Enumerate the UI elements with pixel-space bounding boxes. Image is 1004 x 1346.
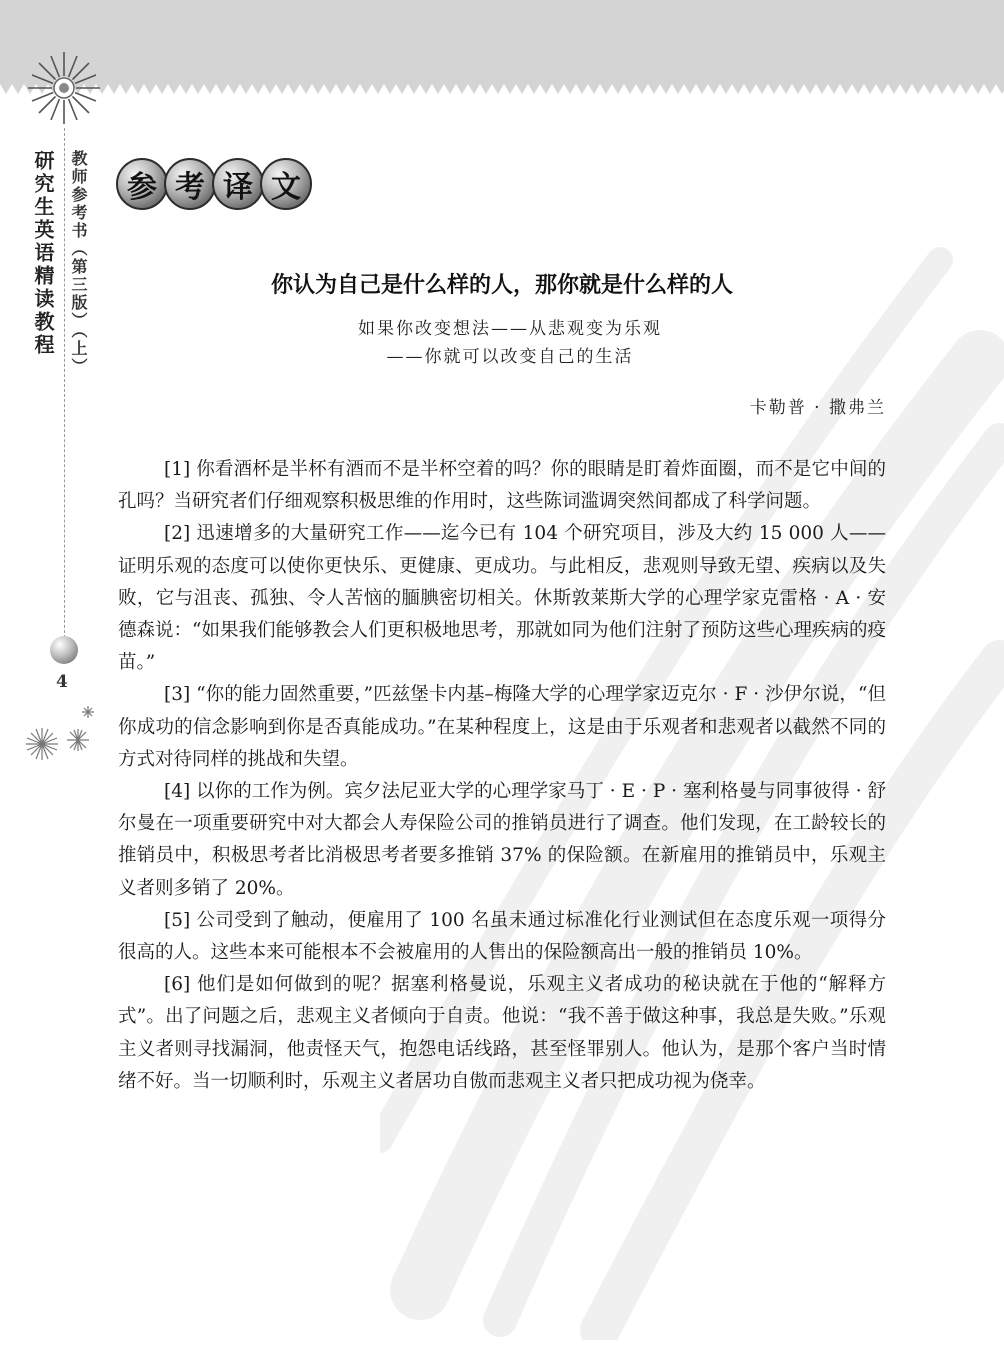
paragraph: [3] “你的能力固然重要，”匹兹堡卡内基–梅隆大学的心理学家迈克尔 · F · 沙伊尔说，“但你成功的信念影响到你是否真能成功。”在某种程度上，这是由于乐观者和悲观者以截然不同的方式对待同样的挑战和失望。 [118,684,886,770]
margin-dashed-line [64,128,65,648]
paragraph: [2] 迅速增多的大量研究工作——迄今已有 104 个研究项目，涉及大约 15 000 人——证明乐观的态度可以使你更快乐、更健康、更成功。与此相反，悲观则导致无望、疾病以及失败，它与沮丧、孤独、令人苦恼的腼腆密切相关。休斯敦莱斯大学的心理学家克雷格 · A · 安德森说：“如果我们能够教会人们更积极地思考，那就如同为他们注射了预防这些心理疾病的疫苗。” [118,523,886,674]
article-body [118,454,886,1098]
paragraph: [5] 公司受到了触动，便雇用了 100 名虽未通过标准化行业测试但在态度乐观一项得分很高的人。这些本来可能根本不会被雇用的人售出的保险额高出一般的推销员 10%。 [118,909,886,964]
article-subtitle-line2: ——你就可以改变自己的生活 [386,347,634,367]
header-char: 考 [164,158,216,210]
article-title: 你认为自己是什么样的人，那你就是什么样的人 [270,272,733,298]
margin-ball-icon [50,636,78,664]
snowflake-decoration-icon [20,700,110,770]
paragraph: [6] 他们是如何做到的呢？据塞利格曼说，乐观主义者成功的秘诀就在于他的“解释方式”。出了问题之后，悲观主义者倾向于自责。他说：“我不善于做这种事，我总是失败。”乐观主义者则寻找漏洞，他责怪天气，抱怨电话线路，甚至怪罪别人。他认为，是那个客户当时情绪不好。当一切顺利时，乐观主义者居功自傲而悲观主义者只把成功视为侥幸。 [118,974,886,1092]
paragraph: [1] 你看酒杯是半杯有酒而不是半杯空着的吗？你的眼睛是盯着炸面圈，而不是它中间的孔吗？当研究者们仔细观察积极思维的作用时，这些陈词滥调突然间都成了科学问题。 [118,459,886,513]
book-title: 研究生英语精读教程 [31,150,55,357]
top-gray-band [0,0,1004,100]
article-subtitle-line1: 如果你改变想法——从悲观变为乐观 [358,319,662,339]
article-author: 卡勒普 · 撒弗兰 [749,398,886,418]
sunburst-icon [26,50,102,126]
header-char: 文 [260,158,312,210]
book-subtitle: 教师参考书（第三版）（上） [69,150,88,376]
header-char: 参 [116,158,168,210]
paragraph: [4] 以你的工作为例。宾夕法尼亚大学的心理学家马丁 · E · P · 塞利格曼与同事彼得 · 舒尔曼在一项重要研究中对大都会人寿保险公司的推销员进行了调查。他们发现，在工龄较长的推销员中，积极思考者比消极思考者要多推销 37% 的保险额。在新雇用的推销员中，乐观主义者则多销了 20%。 [118,781,886,899]
page-number: 4 [56,672,68,692]
section-header [116,158,308,210]
header-char: 译 [212,158,264,210]
